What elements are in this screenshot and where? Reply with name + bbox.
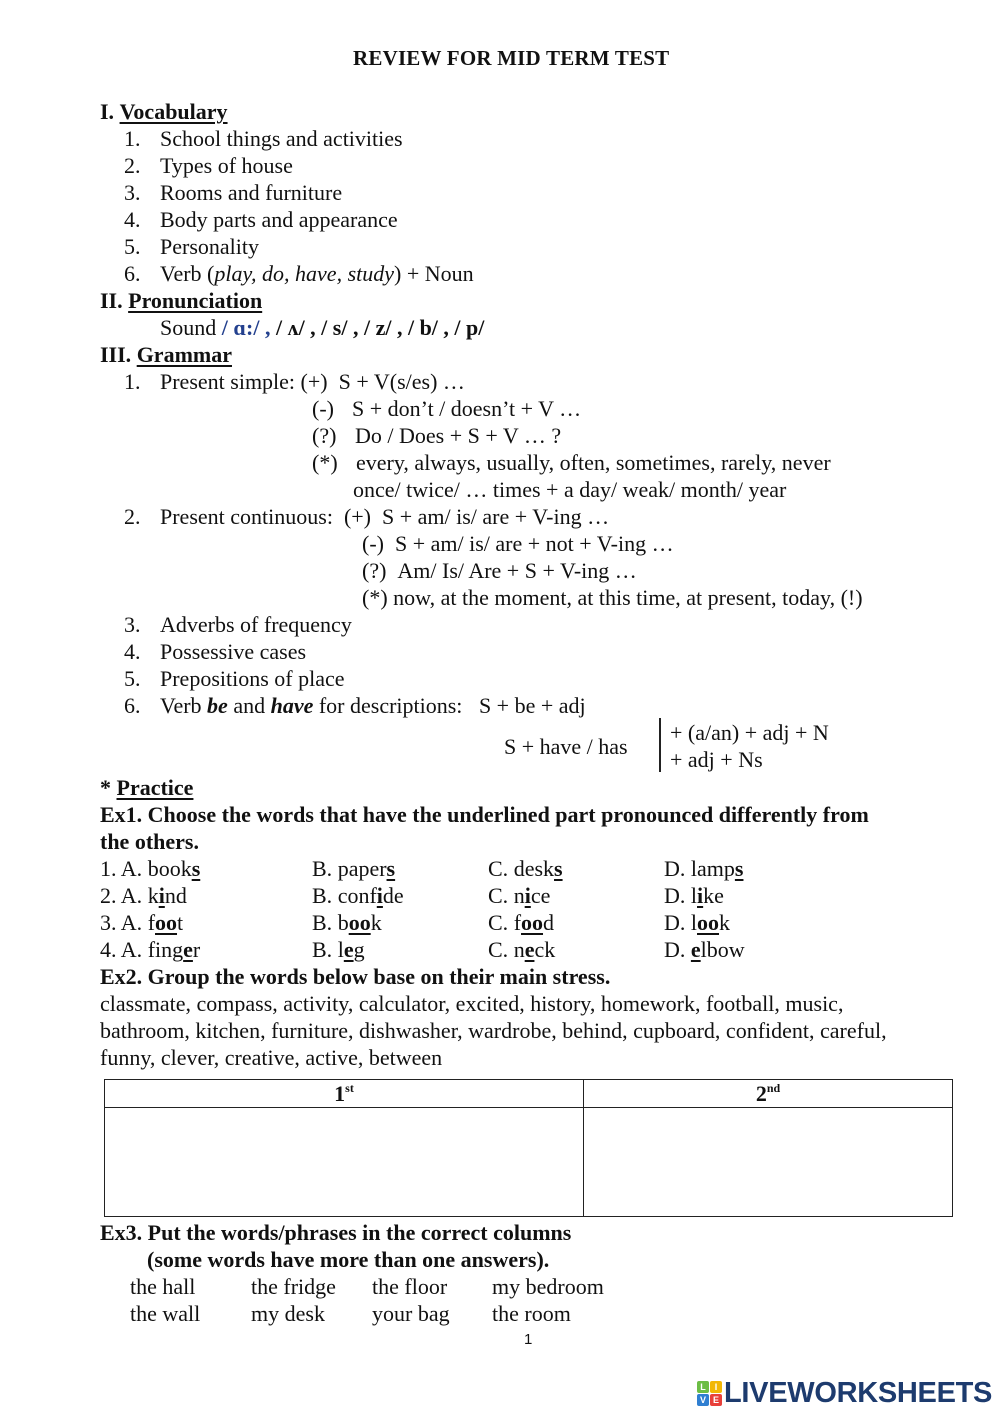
ex2-word-list: classmate, compass, activity, calculator, excited, history, homework, football, music,	[100, 991, 844, 1016]
stress-table	[104, 1079, 953, 1217]
ex2-title: Ex2. Group the words below base on their main stress.	[100, 964, 611, 989]
ex1-option[interactable]: B. book	[312, 910, 382, 935]
formula-have-option: + (a/an) + adj + N	[670, 720, 829, 745]
brand-name: LIVEWORKSHEETS	[724, 1376, 993, 1409]
vocab-item: 2. Types of house	[124, 153, 293, 178]
ex1-title: Ex1. Choose the words that have the underlined part pronounced differently from	[100, 802, 869, 827]
grammar-item: 4. Possessive cases	[124, 639, 307, 664]
column-header-2nd: 2nd	[584, 1080, 953, 1108]
ex3-title: Ex3. Put the words/phrases in the correct columns	[100, 1220, 572, 1245]
ex1-row: 2. A. kind	[100, 883, 187, 908]
grammar-item: 3. Adverbs of frequency	[124, 612, 352, 637]
ex3-word[interactable]: the room	[492, 1301, 571, 1326]
grammar-line: once/ twice/ … times + a day/ weak/ month/ year	[353, 477, 787, 502]
section-pronunciation-heading	[100, 287, 262, 314]
ex1-option[interactable]: C. neck	[488, 937, 556, 962]
ex1-option[interactable]: D. elbow	[664, 937, 745, 962]
option-word[interactable]: foot	[147, 910, 184, 935]
ex1-option[interactable]: B. confide	[312, 883, 404, 908]
ex3-word[interactable]: the floor	[372, 1274, 448, 1299]
brace-divider	[659, 718, 661, 772]
section-title: Grammar	[136, 342, 232, 367]
answer-cell-2nd[interactable]	[584, 1108, 953, 1217]
section-grammar-heading	[100, 341, 232, 368]
ex1-option[interactable]: B. leg	[312, 937, 365, 962]
grammar-line: (*) now, at the moment, at this time, at present, today, (!)	[362, 585, 863, 610]
answer-cell-1st[interactable]	[105, 1108, 584, 1217]
ex1-row: 3. A. foot	[100, 910, 184, 935]
vocab-item: 1. School things and activities	[124, 126, 403, 151]
ex3-word[interactable]: the fridge	[251, 1274, 336, 1299]
grammar-line: (?) Am/ Is/ Are + S + V-ing …	[362, 558, 637, 583]
ex3-word[interactable]: the hall	[130, 1274, 196, 1299]
ex2-word-list: bathroom, kitchen, furniture, dishwasher, wardrobe, behind, cupboard, confident, careful,	[100, 1018, 887, 1043]
ex3-word[interactable]: my desk	[251, 1301, 325, 1326]
liveworksheets-logo[interactable]	[697, 1376, 993, 1409]
vocab-item: 6. Verb (play, do, have, study) + Noun	[124, 261, 474, 286]
grammar-item-be-have: 6. Verb be and have for descriptions: S + be + adj	[124, 693, 586, 718]
ex1-option[interactable]: D. lamps	[664, 856, 744, 881]
section-title: Pronunciation	[128, 288, 263, 313]
grammar-line: (*) every, always, usually, often, sometimes, rarely, never	[312, 450, 831, 475]
pronunciation-sounds: Sound / ɑ:/ , / ʌ/ , / s/ , / z/ , / b/ , / p/	[160, 315, 485, 340]
ex1-option[interactable]: D. like	[664, 883, 724, 908]
ex1-row: 4. A. finger	[100, 937, 201, 962]
ex1-option[interactable]: C. desks	[488, 856, 563, 881]
ex3-word[interactable]: the wall	[130, 1301, 201, 1326]
grammar-present-simple: 1. Present simple: (+) S + V(s/es) …	[124, 369, 465, 394]
grammar-line: (-) S + am/ is/ are + not + V-ing …	[362, 531, 674, 556]
ex1-option[interactable]: C. nice	[488, 883, 551, 908]
page-title: REVIEW FOR MID TERM TEST	[353, 46, 670, 70]
formula-have: S + have / has	[504, 734, 628, 759]
section-title: Vocabulary	[119, 99, 228, 124]
ex3-word[interactable]: my bedroom	[492, 1274, 604, 1299]
vocab-item: 5. Personality	[124, 234, 259, 259]
section-numeral: I.	[100, 99, 115, 124]
vocab-item: 4. Body parts and appearance	[124, 207, 398, 232]
page-number: 1	[524, 1331, 533, 1348]
ex2-word-list: funny, clever, creative, active, between	[100, 1045, 443, 1070]
option-word[interactable]: kind	[147, 883, 187, 908]
vocab-item: 3. Rooms and furniture	[124, 180, 343, 205]
grammar-line: (?) Do / Does + S + V … ?	[312, 423, 562, 448]
ipa-sound-highlight: / ɑ:/ ,	[221, 315, 271, 340]
ex3-word[interactable]: your bag	[372, 1301, 450, 1326]
live-tiles-icon: L I V E	[697, 1381, 722, 1406]
section-numeral: III.	[100, 342, 132, 367]
grammar-line: (-) S + don’t / doesn’t + V …	[312, 396, 582, 421]
grammar-present-continuous: 2. Present continuous: (+) S + am/ is/ are + V-ing …	[124, 504, 610, 529]
ex1-option[interactable]: D. look	[664, 910, 731, 935]
option-word[interactable]: books	[147, 856, 201, 881]
section-numeral: II.	[100, 288, 123, 313]
formula-have-option: + adj + Ns	[670, 747, 763, 772]
grammar-item: 5. Prepositions of place	[124, 666, 345, 691]
ex1-title-cont: the others.	[100, 829, 199, 854]
section-vocabulary-heading	[100, 98, 228, 125]
ipa-sounds: / ʌ/ , / s/ , / z/ , / b/ , / p/	[270, 315, 485, 340]
ex1-row: 1. A. books	[100, 856, 201, 881]
ex3-subtitle: (some words have more than one answers).	[147, 1247, 550, 1272]
ex1-option[interactable]: C. food	[488, 910, 555, 935]
ex1-option[interactable]: B. papers	[312, 856, 396, 881]
practice-heading: * Practice	[100, 775, 194, 800]
option-word[interactable]: finger	[147, 937, 201, 962]
column-header-1st: 1st	[105, 1080, 584, 1108]
